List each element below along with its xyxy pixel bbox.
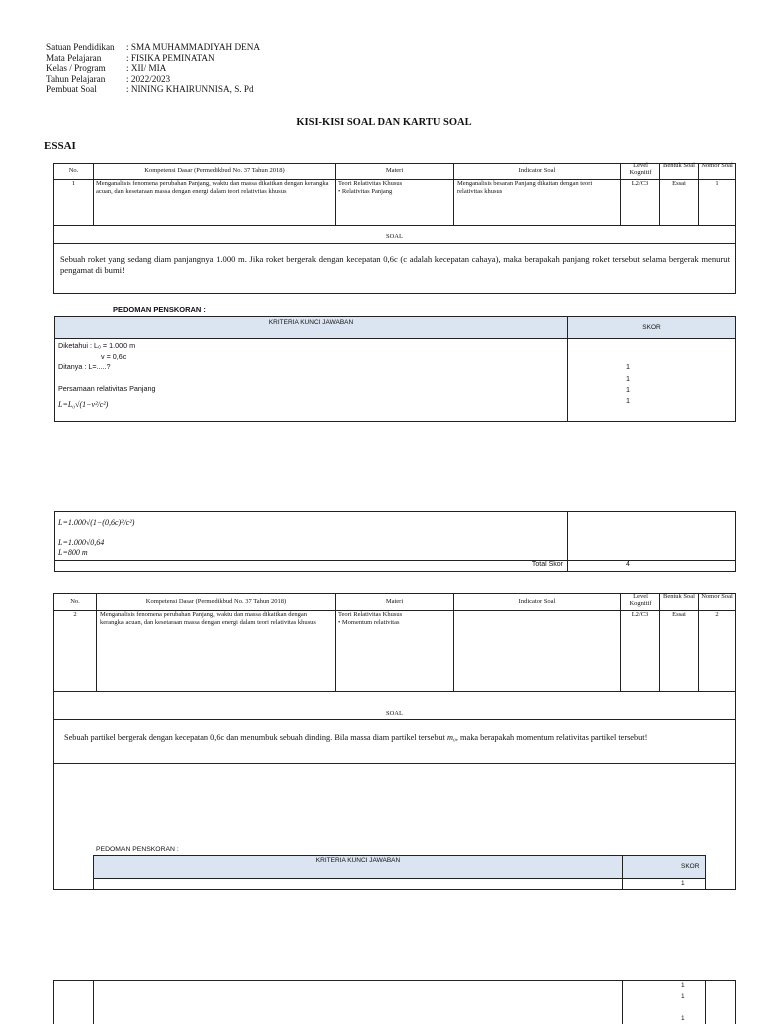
pedoman1-diketahui: Diketahui : L₀ = 1.000 m xyxy=(58,341,136,350)
header-row-satuan: Satuan Pendidikan : SMA MUHAMMADIYAH DENA xyxy=(46,42,260,52)
card2-no: 2 xyxy=(73,611,77,618)
card2-materi-item: • Momentum relativitas xyxy=(338,618,400,626)
pedoman1-calc-2: L=1.000√0,64 xyxy=(58,538,105,547)
pedoman2-score-1: 1 xyxy=(681,880,685,887)
document-header xyxy=(46,42,260,95)
pedoman1-calc-3: L=800 m xyxy=(58,548,88,557)
pedoman1-col-kriteria: KRITERIA KUNCI JAWABAN xyxy=(268,319,354,326)
card1-materi-title: Teori Relativitas Khusus xyxy=(338,180,403,187)
card1-indikator: Menganalisis besaran Panjang dikaitan dengan teori relativitas khusus xyxy=(457,180,593,195)
card2-materi xyxy=(338,611,452,626)
card2-col-header-indikator: Indicator Soal xyxy=(518,598,556,605)
pedoman1-score-4: 1 xyxy=(626,396,630,405)
page-title: KISI-KISI SOAL DAN KARTU SOAL xyxy=(296,117,472,128)
col-header-materi: Materi xyxy=(385,167,404,174)
card1-materi xyxy=(338,180,452,195)
pedoman1-calc-1: L=1.000√(1−(0,6c)²/c²) xyxy=(58,518,135,527)
pedoman1-col-skor: SKOR xyxy=(642,324,661,331)
pedoman2-col-skor: SKOR xyxy=(681,863,700,870)
mass-symbol: m₀ xyxy=(447,733,456,742)
col-header-indikator: Indicator Soal xyxy=(518,167,556,174)
card2-continuation xyxy=(53,980,736,1024)
card2-col-header-bentuk: Bentuk Soal xyxy=(663,593,695,600)
card1-level: L2/C3 xyxy=(631,180,649,187)
pedoman1-formula: L=L₀√(1−v²/c²) xyxy=(58,400,109,409)
card2-soal-label: SOAL xyxy=(386,710,403,717)
header-row-pembuat: Pembuat Soal : NINING KHAIRUNNISA, S. Pd xyxy=(46,84,254,95)
card1-materi-item: • Relativitas Panjang xyxy=(338,187,393,195)
col-header-no: No. xyxy=(68,167,79,174)
pedoman1-score-3: 1 xyxy=(626,385,630,394)
col-header-kd: Kompetensi Dasar (Permedikbud No. 37 Tahun 2018) xyxy=(144,167,285,174)
card2-nomor: 2 xyxy=(715,611,719,618)
card2-col-header-level: Level Kognitif xyxy=(629,593,652,607)
pedoman2-col-kriteria: KRITERIA KUNCI JAWABAN xyxy=(315,857,401,864)
col-header-bentuk: Bentuk Soal xyxy=(663,162,695,169)
card2-kd: Menganalisis fenomena perubahan Panjang, waktu dan massa dikaitkan dengan kerangka acuan, dan kesetaraan massa dengan energi dalam teori relativitas khusus xyxy=(100,611,316,626)
pedoman2-cont-score-1: 1 xyxy=(681,982,685,989)
card2-col-header-no: No. xyxy=(70,598,80,605)
col-header-level: Level Kognitif xyxy=(629,162,652,176)
header-row-tahun: Tahun Pelajaran : 2022/2023 xyxy=(46,73,171,84)
pedoman1-continuation xyxy=(54,511,736,572)
pedoman1-persamaan: Persamaan relativitas Panjang xyxy=(58,384,156,393)
card1-soal-text: Sebuah roket yang sedang diam panjangnya 1.000 m. Jika roket bergerak dengan kecepatan 0,6c (c adalah kecepatan cahaya), maka berapakah panjang roket tersebut selama bergerak menurut pengamat di bumi! xyxy=(60,254,730,275)
total-skor-label: Total Skor xyxy=(531,561,563,568)
section-title: ESSAI xyxy=(44,140,76,152)
pedoman2-cont-score-2: 1 xyxy=(681,993,685,1000)
pedoman1-ditanya: Ditanya : L=.....? xyxy=(58,362,111,371)
pedoman2-title: PEDOMAN PENSKORAN : xyxy=(96,846,179,853)
card2-col-header-kd: Kompetensi Dasar (Permedikbud No. 37 Tahun 2018) xyxy=(145,598,287,605)
card1-no: 1 xyxy=(71,180,76,187)
pedoman1-score-2: 1 xyxy=(626,374,630,383)
pedoman1-velocity: v = 0,6c xyxy=(101,352,127,361)
total-skor-value: 4 xyxy=(626,561,630,568)
card2-materi-title: Teori Relativitas Khusus xyxy=(338,611,403,618)
header-row-mapel: Mata Pelajaran : FISIKA PEMINATAN xyxy=(46,52,215,63)
card2-bentuk: Essai xyxy=(672,611,686,618)
card1-soal-label: SOAL xyxy=(386,233,403,240)
header-row-kelas: Kelas / Program : XII/ MIA xyxy=(46,63,167,74)
pedoman1-score-1: 1 xyxy=(626,362,630,371)
card1-bentuk: Essai xyxy=(672,180,686,187)
card2-soal-text: Sebuah partikel bergerak dengan kecepatan 0,6c dan menumbuk sebuah dinding. Bila massa diam partikel tersebut m₀, maka berapakah momentum relativitas partikel tersebut! xyxy=(64,733,648,742)
card1-nomor: 1 xyxy=(715,180,719,187)
pedoman1-title: PEDOMAN PENSKORAN : xyxy=(113,305,206,314)
card2-col-header-materi: Materi xyxy=(385,598,404,605)
card2-level: L2/C3 xyxy=(631,611,649,618)
card1-kd: Menganalisis fenomena perubahan Panjang, waktu dan massa dikaitkan dengan kerangka acuan, dan kesetaraan massa dengan energi dalam teori relativitas khusus xyxy=(96,180,329,195)
col-header-nomor: Nomor Soal xyxy=(701,162,733,169)
card2-col-header-nomor: Nomor Soal xyxy=(701,593,733,600)
pedoman2-cont-score-3: 1 xyxy=(681,1015,685,1022)
